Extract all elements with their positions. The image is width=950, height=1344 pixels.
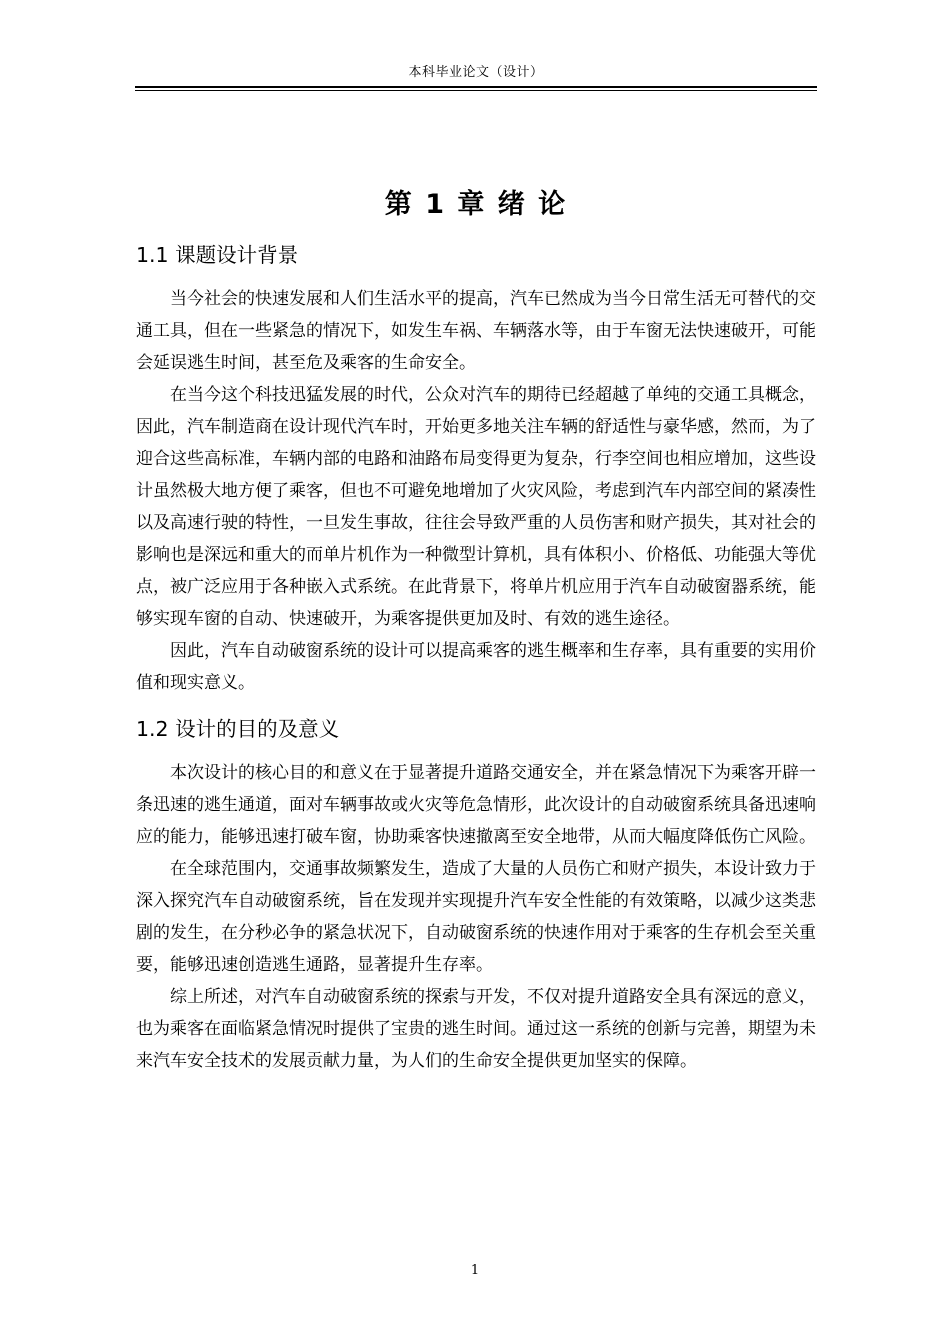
header-rule-thin <box>135 90 817 91</box>
paragraph: 当今社会的快速发展和人们生活水平的提高，汽车已然成为当今日常生活无可替代的交通工具，但在一些紧急的情况下，如发生车祸、车辆落水等，由于车窗无法快速破开，可能会延误逃生时间，甚至危及乘客的生命安全。 <box>136 289 816 373</box>
page-number: 1 <box>470 1263 480 1278</box>
paragraph: 在全球范围内，交通事故频繁发生，造成了大量的人员伤亡和财产损失，本设计致力于深入探究汽车自动破窗系统，旨在发现并实现提升汽车安全性能的有效策略，以减少这类悲剧的发生，在分秒必争的紧急状况下，自动破窗系统的快速作用对于乘客的生存机会至关重要，能够迅速创造逃生通路，显著提升生存率。 <box>136 859 816 975</box>
paragraph: 本次设计的核心目的和意义在于显著提升道路交通安全，并在紧急情况下为乘客开辟一条迅速的逃生通道，面对车辆事故或火灾等危急情形，此次设计的自动破窗系统具备迅速响应的能力，能够迅速打破车窗，协助乘客快速撤离至安全地带，从而大幅度降低伤亡风险。 <box>136 763 816 847</box>
header-rule-thick <box>135 86 817 88</box>
section-title: 1.1 课题设计背景 <box>136 243 299 267</box>
main-content <box>136 183 816 1077</box>
section-1-1 <box>136 239 816 699</box>
chapter-title: 第 1 章 绪 论 <box>384 189 568 220</box>
running-header: 本科毕业论文（设计） <box>408 65 544 80</box>
paragraph: 综上所述，对汽车自动破窗系统的探索与开发，不仅对提升道路安全具有深远的意义，也为乘客在面临紧急情况时提供了宝贵的逃生时间。通过这一系统的创新与完善，期望为未来汽车安全技术的发展贡献力量，为人们的生命安全提供更加坚实的保障。 <box>136 987 816 1071</box>
paragraph: 因此，汽车自动破窗系统的设计可以提高乘客的逃生概率和生存率，具有重要的实用价值和现实意义。 <box>136 641 816 693</box>
section-1-2 <box>136 713 816 1077</box>
section-title: 1.2 设计的目的及意义 <box>136 717 340 741</box>
paragraph: 在当今这个科技迅猛发展的时代，公众对汽车的期待已经超越了单纯的交通工具概念，因此，汽车制造商在设计现代汽车时，开始更多地关注车辆的舒适性与豪华感，然而，为了迎合这些高标准，车辆内部的电路和油路布局变得更为复杂，行李空间也相应增加，这些设计虽然极大地方便了乘客，但也不可避免地增加了火灾风险，考虑到汽车内部空间的紧凑性以及高速行驶的特性，一旦发生事故，往往会导致严重的人员伤害和财产损失，其对社会的影响也是深远和重大的而单片机作为一种微型计算机，具有体积小、价格低、功能强大等优点，被广泛应用于各种嵌入式系统。在此背景下，将单片机应用于汽车自动破窗器系统，能够实现车窗的自动、快速破开，为乘客提供更加及时、有效的逃生途径。 <box>136 385 816 629</box>
